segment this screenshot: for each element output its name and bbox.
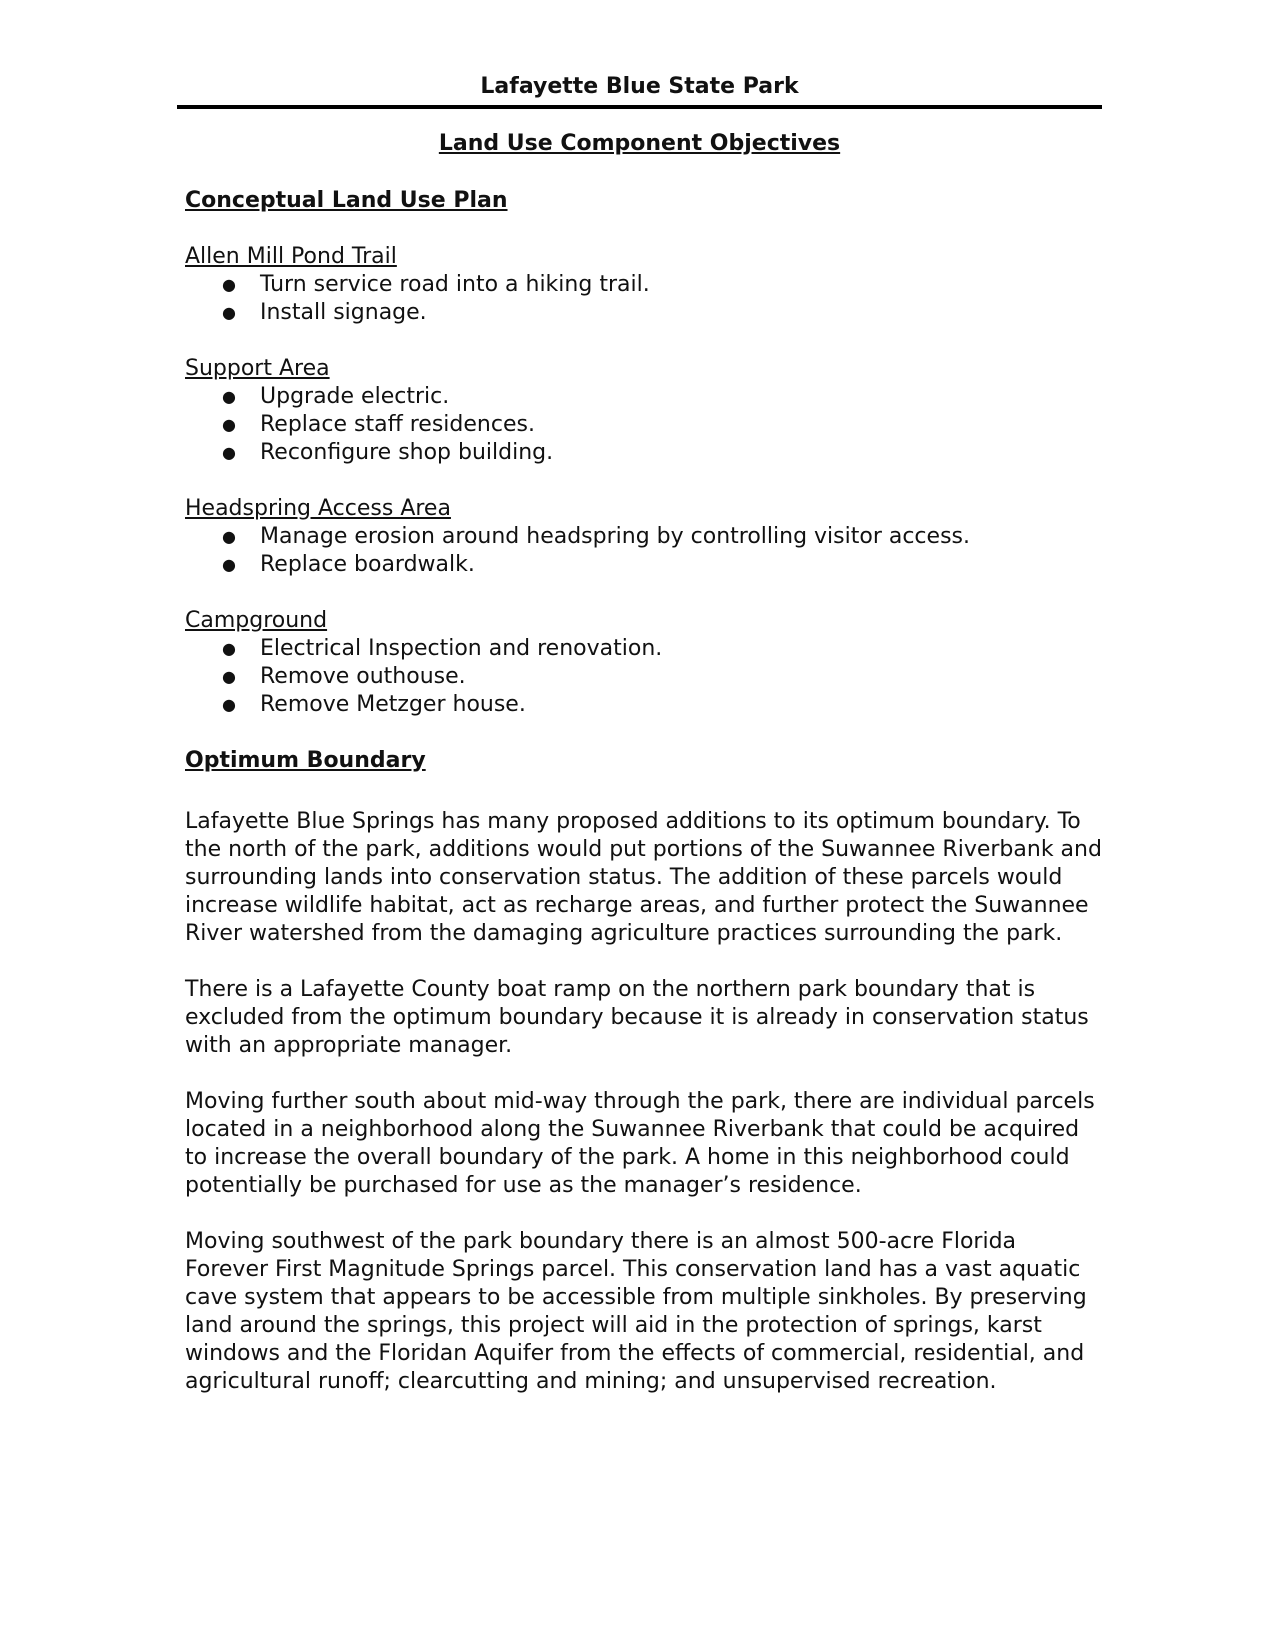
bullet-icon: ● xyxy=(222,695,236,714)
list-item: ● Replace staff residences. xyxy=(222,412,535,437)
optimum-boundary-section xyxy=(185,747,1105,1396)
boundary-paragraph: Moving southwest of the park boundary there is an almost 500-acre Florida Forever First Magnitude Springs parcel. This conservation land has a vast aquatic cave system that appears to be accessible from multiple sinkholes. By preserving land around the springs, this project will aid in the protection of springs, karst windows and the Floridan Aquifer from the effects of commercial, residential, and agricultural runoff; clearcutting and mining; and unsupervised recreation. xyxy=(185,1229,1087,1394)
area-title: Allen Mill Pond Trail xyxy=(185,244,397,269)
bullet-icon: ● xyxy=(222,303,236,322)
conceptual-plan-heading: Conceptual Land Use Plan xyxy=(185,188,508,213)
objective-list xyxy=(185,523,1105,579)
boundary-paragraph: Lafayette Blue Springs has many proposed additions to its optimum boundary. To the north of the park, additions would put portions of the Suwannee Riverbank and surrounding lands into conservation status. The addition of these parcels would increase wildlife habitat, act as recharge areas, and further protect the Suwannee River watershed from the damaging agriculture practices surrounding the park. xyxy=(185,809,1102,946)
objective-list xyxy=(185,635,1105,719)
bullet-icon: ● xyxy=(222,639,236,658)
objective-list xyxy=(185,383,1105,467)
bullet-icon: ● xyxy=(222,387,236,406)
area-support-area xyxy=(185,355,1105,467)
list-item: ● Manage erosion around headspring by controlling visitor access. xyxy=(222,524,970,549)
area-title: Headspring Access Area xyxy=(185,496,451,521)
list-item: ● Electrical Inspection and renovation. xyxy=(222,636,663,661)
bullet-icon: ● xyxy=(222,275,236,294)
list-item: ● Remove Metzger house. xyxy=(222,692,526,717)
document-body xyxy=(185,187,1105,1396)
list-item: ● Turn service road into a hiking trail. xyxy=(222,272,650,297)
area-headspring-access xyxy=(185,495,1105,579)
bullet-icon: ● xyxy=(222,443,236,462)
bullet-icon: ● xyxy=(222,415,236,434)
boundary-paragraph: Moving further south about mid-way through the park, there are individual parcels located in a neighborhood along the Suwannee Riverbank that could be acquired to increase the overall boundary of the park. A home in this neighborhood could potentially be purchased for use as the manager’s residence. xyxy=(185,1089,1095,1198)
list-item: ● Remove outhouse. xyxy=(222,664,466,689)
area-title: Campground xyxy=(185,608,328,633)
bullet-icon: ● xyxy=(222,555,236,574)
objective-list xyxy=(185,271,1105,327)
boundary-paragraph: There is a Lafayette County boat ramp on the northern park boundary that is excluded from the optimum boundary because it is already in conservation status with an appropriate manager. xyxy=(185,977,1089,1058)
list-item: ● Replace boardwalk. xyxy=(222,552,475,577)
optimum-boundary-heading: Optimum Boundary xyxy=(185,748,426,773)
document-subtitle: Land Use Component Objectives xyxy=(438,131,841,156)
bullet-icon: ● xyxy=(222,527,236,546)
park-title: Lafayette Blue State Park xyxy=(480,74,799,99)
page-header xyxy=(177,74,1102,109)
area-title: Support Area xyxy=(185,356,330,381)
list-item: ● Upgrade electric. xyxy=(222,384,450,409)
list-item: ● Install signage. xyxy=(222,300,427,325)
area-campground xyxy=(185,607,1105,719)
list-item: ● Reconfigure shop building. xyxy=(222,440,554,465)
area-allen-mill-pond-trail xyxy=(185,243,1105,327)
bullet-icon: ● xyxy=(222,667,236,686)
